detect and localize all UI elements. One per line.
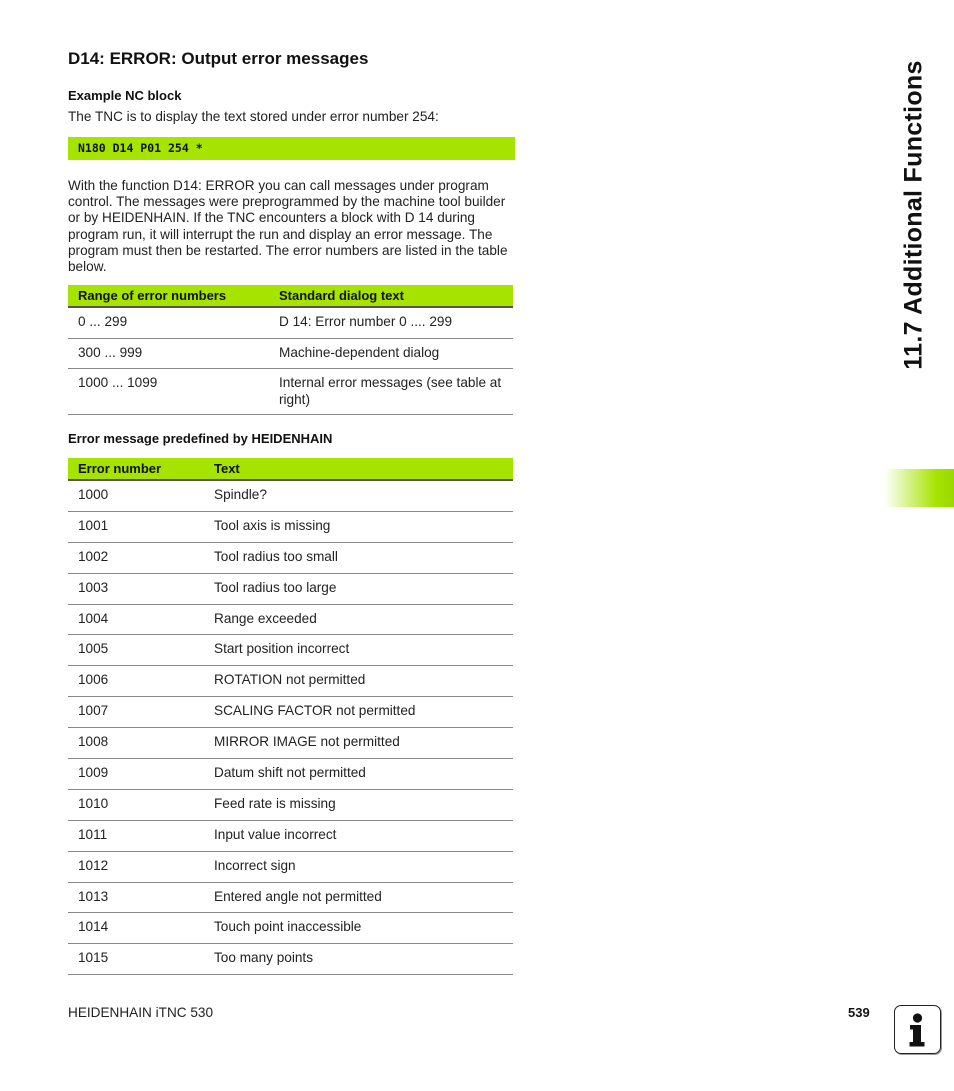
dialog-text-cell: Internal error messages (see table at right)	[269, 369, 513, 415]
error-number-cell: 1015	[68, 944, 204, 975]
dialog-text-cell: D 14: Error number 0 .... 299	[269, 307, 513, 338]
error-number-cell: 1004	[68, 604, 204, 635]
chapter-side-tab	[884, 0, 944, 440]
error-number-cell: 1013	[68, 882, 204, 913]
error-text-cell: Tool radius too small	[204, 542, 513, 573]
error-number-cell: 1009	[68, 759, 204, 790]
column-header: Error number	[68, 458, 204, 480]
error-text-cell: Tool axis is missing	[204, 511, 513, 542]
error-text-cell: MIRROR IMAGE not permitted	[204, 728, 513, 759]
error-range-table	[68, 285, 513, 415]
error-number-cell: 1007	[68, 697, 204, 728]
error-text-cell: SCALING FACTOR not permitted	[204, 697, 513, 728]
table-row	[68, 944, 513, 975]
range-cell: 1000 ... 1099	[68, 369, 269, 415]
chapter-marker	[884, 469, 954, 507]
error-number-cell: 1005	[68, 635, 204, 666]
table-row	[68, 697, 513, 728]
dialog-text-cell: Machine-dependent dialog	[269, 338, 513, 369]
error-number-cell: 1006	[68, 666, 204, 697]
error-text-cell: Input value incorrect	[204, 820, 513, 851]
error-number-cell: 1002	[68, 542, 204, 573]
description-paragraph: With the function D14: ERROR you can call messages under program control. The messages were preprogrammed by the machine tool builder or by HEIDENHAIN. If the TNC encounters a block with D 14 during program run, it will interrupt the run and display an error message. The program must then be restarted. The error numbers are listed in the table below.	[68, 178, 508, 275]
error-text-cell: Feed rate is missing	[204, 789, 513, 820]
table-row	[68, 666, 513, 697]
error-text-cell: Start position incorrect	[204, 635, 513, 666]
info-icon-glyph	[895, 1006, 939, 1052]
table-row	[68, 851, 513, 882]
page-heading: D14: ERROR: Output error messages	[68, 49, 369, 68]
page-number: 539	[848, 1005, 870, 1020]
predefined-title: Error message predefined by HEIDENHAIN	[68, 431, 333, 446]
nc-code-text: N180 D14 P01 254 *	[78, 141, 203, 155]
error-text-cell: ROTATION not permitted	[204, 666, 513, 697]
error-number-cell: 1012	[68, 851, 204, 882]
range-cell: 300 ... 999	[68, 338, 269, 369]
error-number-cell: 1011	[68, 820, 204, 851]
table-row	[68, 573, 513, 604]
table-row	[68, 820, 513, 851]
error-number-cell: 1010	[68, 789, 204, 820]
example-title: Example NC block	[68, 88, 182, 103]
error-text-cell: Incorrect sign	[204, 851, 513, 882]
table-row	[68, 307, 513, 338]
error-number-cell: 1014	[68, 913, 204, 944]
error-number-cell: 1001	[68, 511, 204, 542]
error-text-cell: Entered angle not permitted	[204, 882, 513, 913]
footer-product: HEIDENHAIN iTNC 530	[68, 1005, 214, 1020]
example-intro: The TNC is to display the text stored under error number 254:	[68, 109, 439, 124]
table-row	[68, 338, 513, 369]
column-header: Range of error numbers	[68, 285, 269, 307]
info-icon	[894, 1005, 941, 1054]
error-number-cell: 1000	[68, 480, 204, 511]
error-text-cell: Spindle?	[204, 480, 513, 511]
column-header: Text	[204, 458, 513, 480]
error-text-cell: Datum shift not permitted	[204, 759, 513, 790]
error-text-cell: Range exceeded	[204, 604, 513, 635]
nc-code-block	[68, 137, 515, 160]
table-row	[68, 511, 513, 542]
chapter-title: 11.7 Additional Functions	[899, 60, 928, 370]
error-text-cell: Too many points	[204, 944, 513, 975]
table-row	[68, 789, 513, 820]
table-row	[68, 913, 513, 944]
table-row	[68, 604, 513, 635]
table-row	[68, 882, 513, 913]
table-row	[68, 369, 513, 415]
range-cell: 0 ... 299	[68, 307, 269, 338]
error-text-cell: Touch point inaccessible	[204, 913, 513, 944]
table-row	[68, 759, 513, 790]
table-row	[68, 635, 513, 666]
table-row	[68, 728, 513, 759]
error-number-cell: 1003	[68, 573, 204, 604]
table-row	[68, 542, 513, 573]
column-header: Standard dialog text	[269, 285, 513, 307]
error-text-cell: Tool radius too large	[204, 573, 513, 604]
table-row	[68, 480, 513, 511]
predefined-error-table	[68, 458, 513, 975]
error-number-cell: 1008	[68, 728, 204, 759]
